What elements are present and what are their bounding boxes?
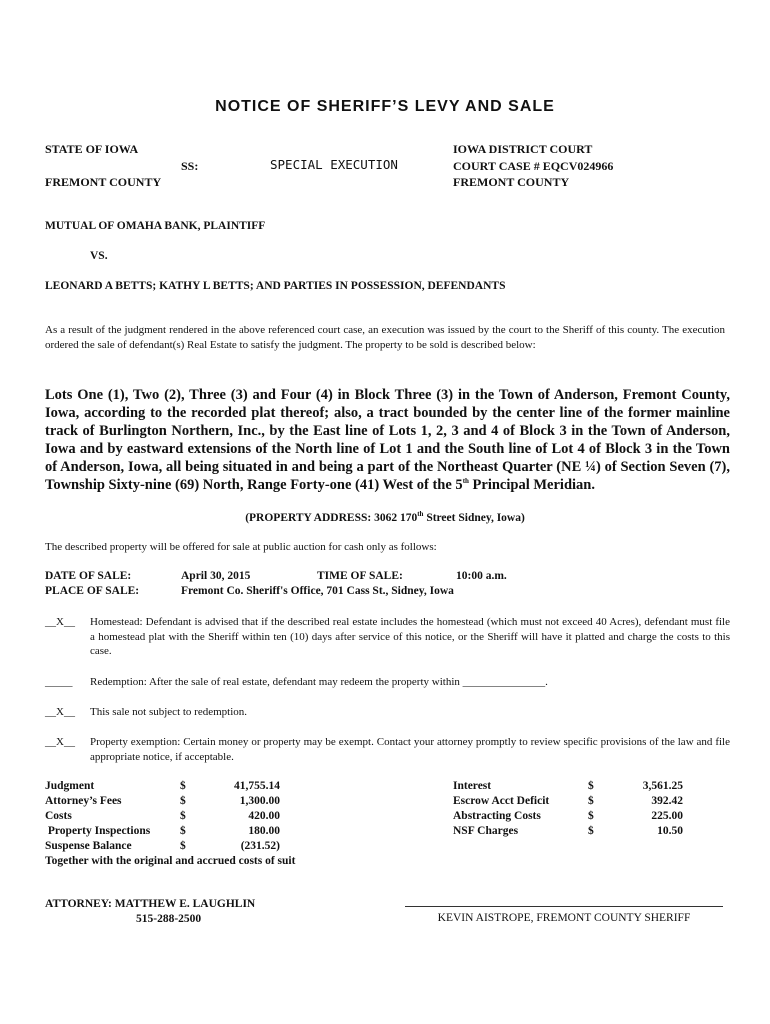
property-address: [0, 512, 770, 524]
financials-left: [45, 779, 285, 854]
fin-amount: (231.52): [240, 840, 280, 852]
option-text: This sale not subject to redemption.: [90, 706, 248, 718]
fin-label: Interest: [453, 780, 492, 792]
fin-row-escrow: [453, 794, 683, 809]
time-of-sale: 10:00 a.m.: [456, 570, 507, 582]
fin-label: Property Inspections: [45, 825, 151, 837]
fin-amount: 41,755.14: [234, 780, 280, 792]
state-label: STATE OF IOWA: [45, 142, 139, 156]
intro-paragraph: As a result of the judgment rendered in the above referenced court case, an execution was issued by the court to the Sheriff of this county. The execution ordered the sale of defendant(s) Real Estate to satisfy the judgment. The property to be sold is described below:: [45, 324, 725, 351]
fin-currency: $: [180, 780, 186, 792]
fin-row-abstracting: [453, 809, 683, 824]
place-of-sale-label: PLACE OF SALE:: [45, 585, 140, 597]
signature-line: [405, 906, 723, 907]
option-text: Property exemption: Certain money or property may be exempt. Contact your attorney promptly to review specific provisions of the law and file appropriate notice, if acceptable.: [90, 736, 730, 763]
page-title: NOTICE OF SHERIFF’S LEVY AND SALE: [215, 98, 555, 115]
court-name: IOWA DISTRICT COURT: [453, 142, 593, 156]
attorney-name: ATTORNEY: MATTHEW E. LAUGHLIN: [45, 898, 256, 910]
option-mark: __X__: [45, 706, 75, 718]
address-suffix: Street Sidney, Iowa): [423, 512, 525, 524]
fin-row-costs: [45, 809, 285, 824]
option-text: Homestead: Defendant is advised that if the described real estate includes the homestead (which must not exceed 40 Acres), defendant must file a homestead plat with the Sheriff within ten (10) days after service of this notice, or the Sheriff will have it platted and charge the costs to this case.: [90, 616, 730, 657]
court-case-number: COURT CASE # EQCV024966: [453, 159, 614, 173]
address-prefix: (PROPERTY ADDRESS: 3062 170: [245, 512, 418, 524]
defendants: LEONARD A BETTS; KATHY L BETTS; AND PARTIES IN POSSESSION, DEFENDANTS: [45, 280, 506, 292]
option-text: Redemption: After the sale of real estate, defendant may redeem the property within _______________.: [90, 676, 548, 688]
fin-amount: 3,561.25: [642, 780, 683, 792]
fin-label: Costs: [45, 810, 72, 822]
fin-row-nsf: [453, 824, 683, 839]
fin-label: Abstracting Costs: [453, 810, 541, 822]
homestead-option: [45, 615, 730, 659]
versus: VS.: [90, 250, 108, 262]
fin-currency: $: [588, 825, 594, 837]
fin-currency: $: [180, 795, 186, 807]
no-redemption-option: [45, 705, 730, 720]
sheriff-name: KEVIN AISTROPE, FREMONT COUNTY SHERIFF: [437, 912, 691, 924]
option-mark: _____: [45, 676, 73, 688]
fin-amount: 180.00: [248, 825, 280, 837]
fin-row-interest: [453, 779, 683, 794]
county-right-label: FREMONT COUNTY: [453, 175, 570, 189]
auction-text: The described property will be offered for sale at public auction for cash only as follows:: [45, 541, 437, 553]
fin-amount: 392.42: [651, 795, 683, 807]
fin-row-judgment: [45, 779, 285, 794]
fin-row-inspections: [45, 824, 285, 839]
redemption-option: [45, 675, 730, 690]
fin-row-suspense: [45, 839, 285, 854]
fin-currency: $: [588, 810, 594, 822]
date-of-sale: April 30, 2015: [181, 570, 251, 582]
legal-description-end: Principal Meridian.: [468, 477, 595, 493]
legal-description-text: Lots One (1), Two (2), Three (3) and Four (4) in Block Three (3) in the Town of Anderson, Fremont County, Iowa, according to the recorded plat thereof; also, a tract bounded by the center line of the former mainline track of Burlington Northern, Inc., by the East line of Lots 1, 2, 3 and 4 of Block 3 in the Town of Anderson, Iowa and by eastward extensions of the North line of Lot 1 and the South line of Lot 4 of Block 3 in the Town of Anderson, Iowa, all being situated in and being a part of the Northeast Quarter (NE ¼) of Section Seven (7), Township Sixty-nine (69) North, Range Forty-one (41) West of the 5: [45, 387, 730, 493]
place-of-sale: Fremont Co. Sheriff's Office, 701 Cass St., Sidney, Iowa: [181, 585, 454, 597]
fin-currency: $: [180, 810, 186, 822]
fin-currency: $: [180, 840, 186, 852]
execution-type: SPECIAL EXECUTION: [270, 157, 398, 172]
fin-currency: $: [588, 795, 594, 807]
address-superscript: th: [417, 510, 424, 519]
fin-label: Attorney’s Fees: [45, 795, 122, 807]
legal-superscript: th: [462, 477, 469, 486]
ss-label: SS:: [181, 159, 199, 173]
exemption-option: [45, 735, 730, 764]
fin-row-attorney-fees: [45, 794, 285, 809]
costs-note: Together with the original and accrued costs of suit: [45, 855, 296, 867]
option-mark: __X__: [45, 616, 75, 628]
financials-right: [453, 779, 683, 839]
legal-description: [45, 386, 730, 494]
plaintiff: MUTUAL OF OMAHA BANK, PLAINTIFF: [45, 220, 266, 232]
fin-currency: $: [588, 780, 594, 792]
option-mark: __X__: [45, 736, 75, 748]
time-of-sale-label: TIME OF SALE:: [317, 570, 403, 582]
fin-label: Judgment: [45, 780, 95, 792]
date-of-sale-label: DATE OF SALE:: [45, 570, 132, 582]
fin-amount: 420.00: [248, 810, 280, 822]
fin-label: Suspense Balance: [45, 840, 132, 852]
fin-label: NSF Charges: [453, 825, 519, 837]
county-left-label: FREMONT COUNTY: [45, 175, 162, 189]
attorney-phone: 515-288-2500: [136, 913, 202, 925]
fin-amount: 1,300.00: [239, 795, 280, 807]
fin-label: Escrow Acct Deficit: [453, 795, 550, 807]
fin-amount: 10.50: [657, 825, 683, 837]
fin-amount: 225.00: [651, 810, 683, 822]
fin-currency: $: [180, 825, 186, 837]
